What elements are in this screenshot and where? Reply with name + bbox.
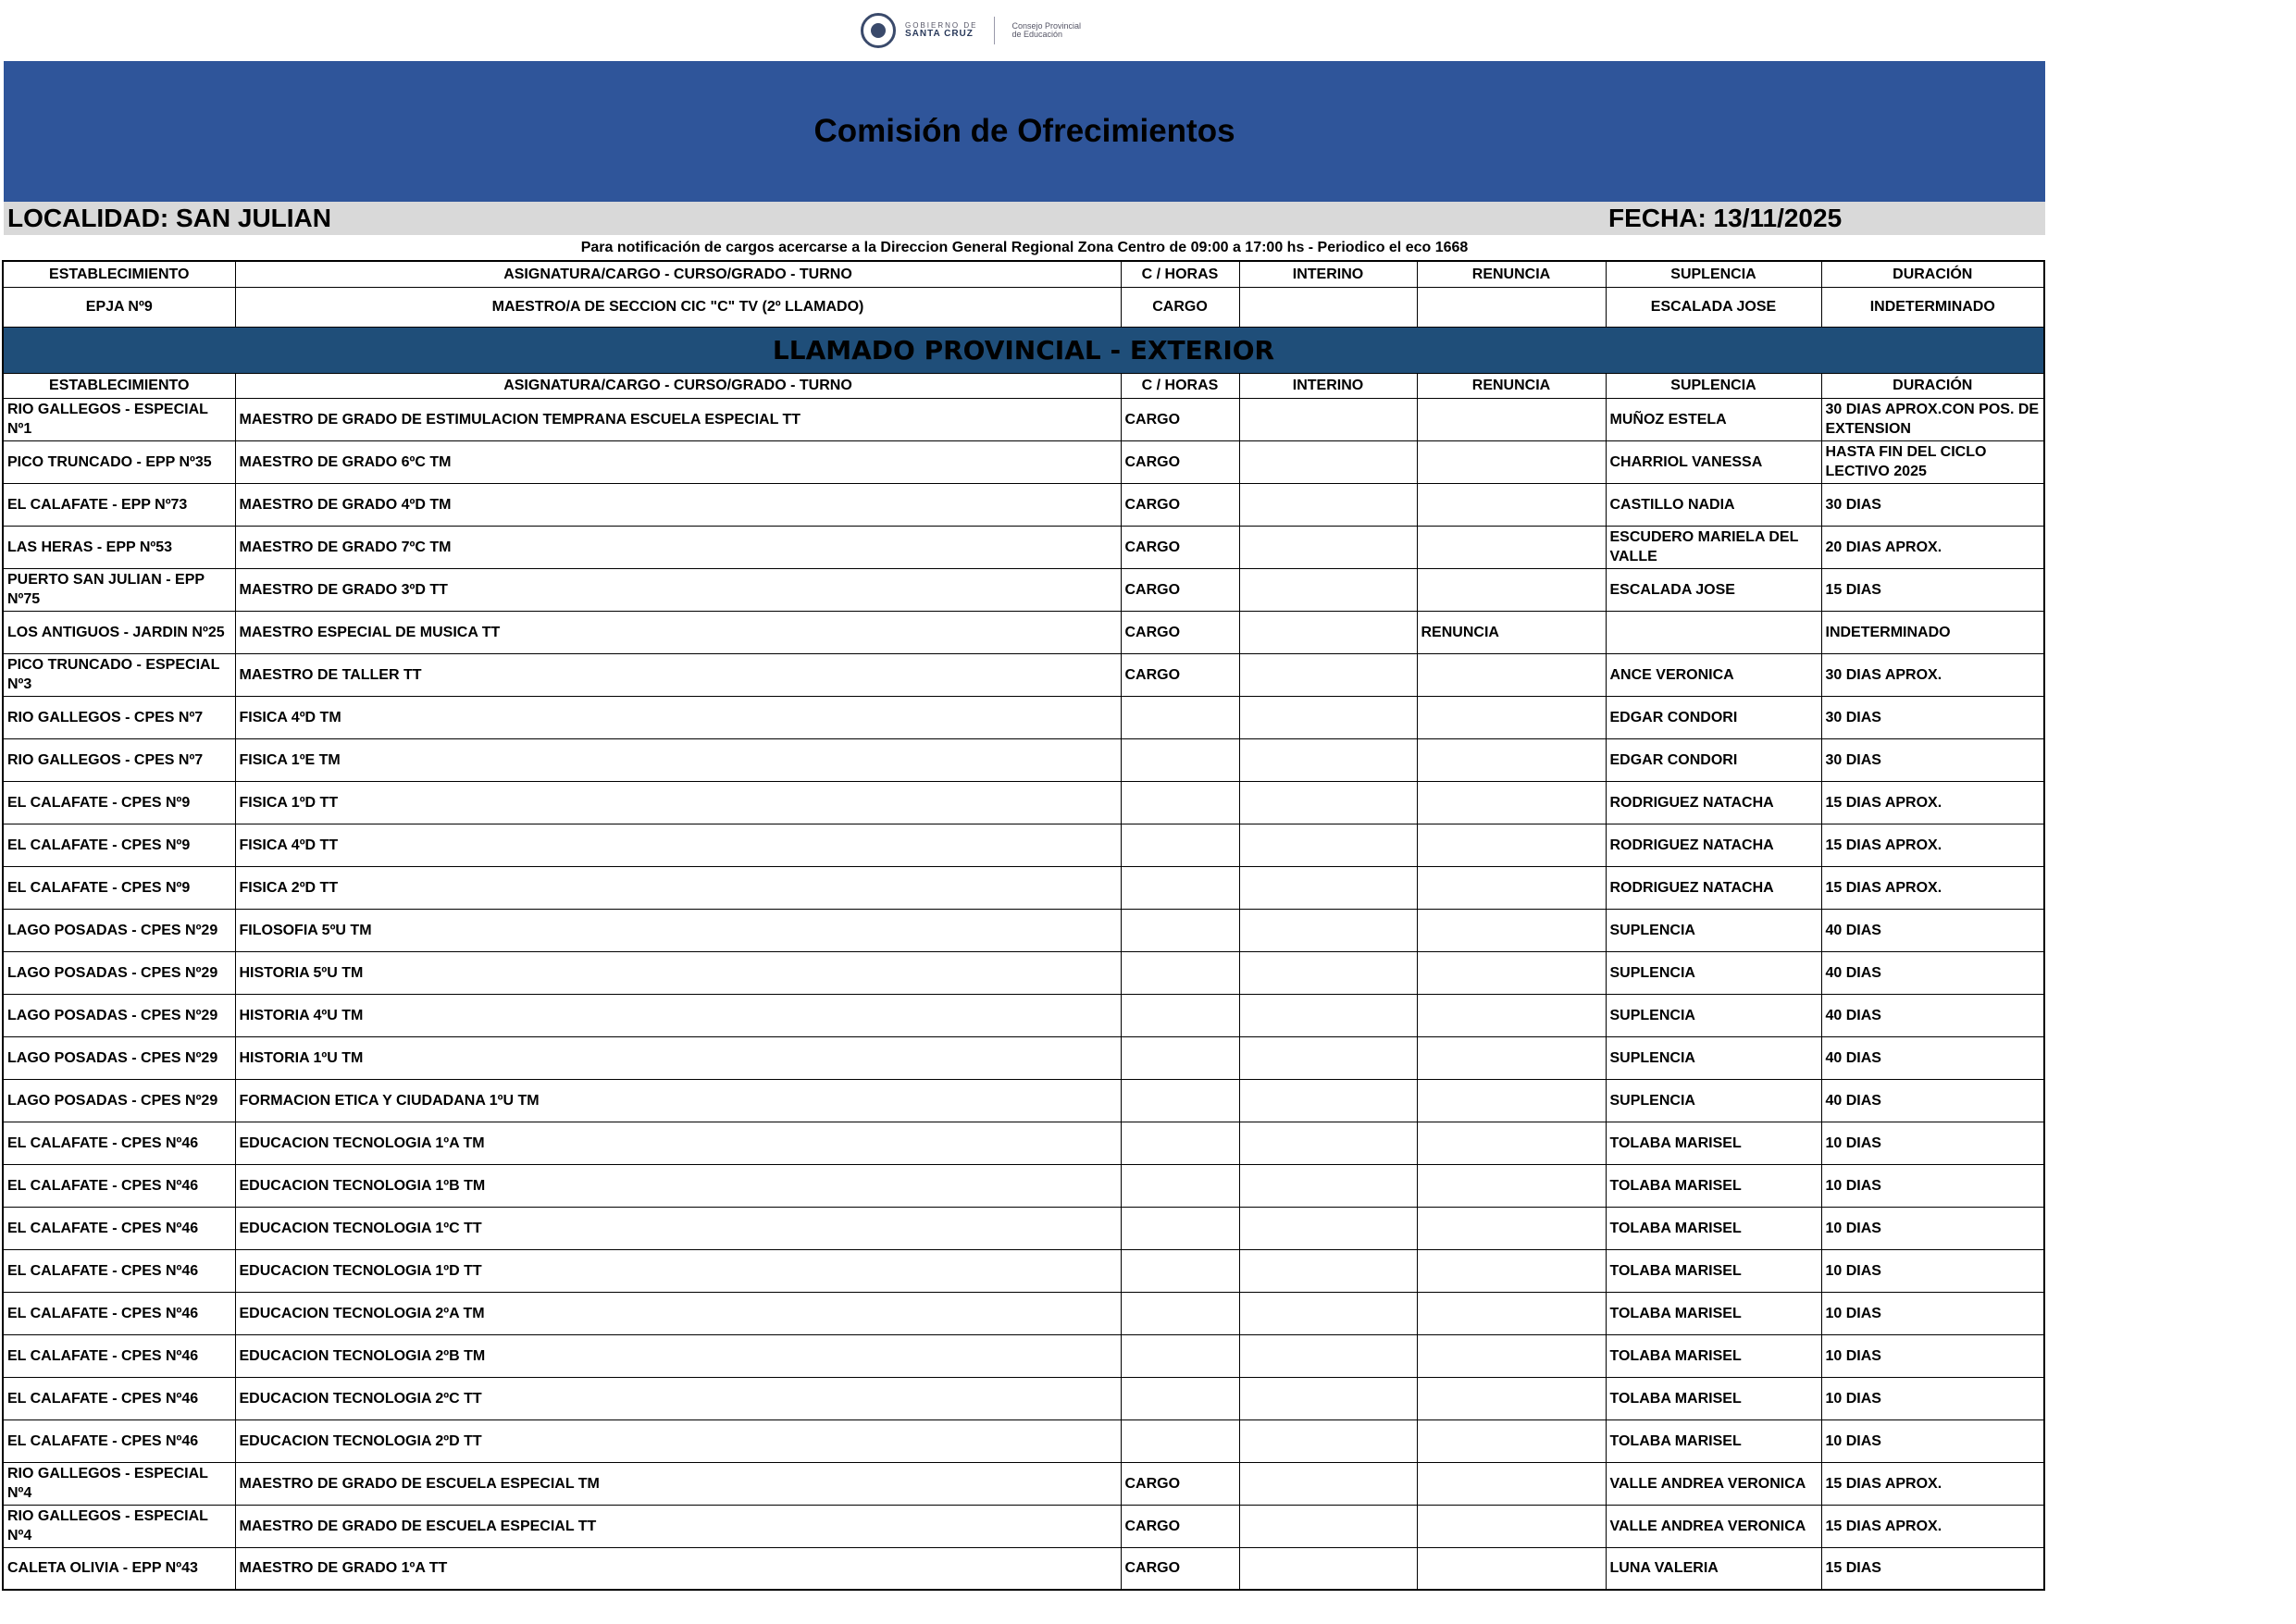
table-row (3, 1164, 2044, 1207)
cell-suplencia: TOLABA MARISEL (1606, 1334, 1821, 1377)
cell-c-horas (1121, 1334, 1239, 1377)
cell-c-horas: CARGO (1121, 440, 1239, 483)
column-header-establecimiento: ESTABLECIMIENTO (3, 261, 235, 287)
gov-logo-line2: SANTA CRUZ (905, 29, 974, 39)
cell-renuncia (1417, 568, 1606, 611)
cell-interino (1239, 866, 1417, 909)
cell-c-horas (1121, 909, 1239, 951)
column-header-establecimiento: ESTABLECIMIENTO (3, 373, 235, 398)
cell-duracion: 10 DIAS (1821, 1292, 2044, 1334)
cell-interino (1239, 1292, 1417, 1334)
cell-suplencia: TOLABA MARISEL (1606, 1122, 1821, 1164)
cell-suplencia: RODRIGUEZ NATACHA (1606, 824, 1821, 866)
cell-establecimiento: EL CALAFATE - CPES Nº46 (3, 1419, 235, 1462)
cell-c-horas (1121, 1164, 1239, 1207)
column-header-interino: INTERINO (1239, 373, 1417, 398)
table-row (3, 1462, 2044, 1505)
cell-interino (1239, 1462, 1417, 1505)
cell-suplencia: RODRIGUEZ NATACHA (1606, 866, 1821, 909)
cell-interino (1239, 653, 1417, 696)
cell-asignatura: MAESTRO DE TALLER TT (235, 653, 1121, 696)
fecha-label: FECHA: 13/11/2025 (1608, 204, 1843, 232)
cell-duracion: 40 DIAS (1821, 1036, 2044, 1079)
cell-c-horas: CARGO (1121, 1462, 1239, 1505)
table-row (3, 398, 2044, 440)
cell-interino (1239, 951, 1417, 994)
cell-c-horas: CARGO (1121, 287, 1239, 327)
provincial-section-title: LLAMADO PROVINCIAL - EXTERIOR (3, 327, 2044, 373)
cell-asignatura: MAESTRO DE GRADO 4ºD TM (235, 483, 1121, 526)
cell-renuncia (1417, 1547, 1606, 1590)
cell-interino (1239, 483, 1417, 526)
table-row (3, 824, 2044, 866)
column-header-duracion: DURACIÓN (1821, 373, 2044, 398)
cell-interino (1239, 398, 1417, 440)
cell-c-horas: CARGO (1121, 526, 1239, 568)
cell-duracion: 30 DIAS (1821, 738, 2044, 781)
cell-asignatura: MAESTRO DE GRADO 7ºC TM (235, 526, 1121, 568)
cell-duracion: 15 DIAS (1821, 1547, 2044, 1590)
cell-establecimiento: EL CALAFATE - CPES Nº46 (3, 1334, 235, 1377)
notification-notice: Para notificación de cargos acercarse a la Direccion General Regional Zona Centro de 09:00 a 17:00 hs - Periodico el eco 1668 (580, 240, 1469, 255)
cell-renuncia (1417, 824, 1606, 866)
cell-renuncia (1417, 526, 1606, 568)
cell-asignatura: EDUCACION TECNOLOGIA 1ºB TM (235, 1164, 1121, 1207)
cell-c-horas: CARGO (1121, 611, 1239, 653)
cell-duracion: INDETERMINADO (1821, 611, 2044, 653)
cell-duracion: 15 DIAS APROX. (1821, 866, 2044, 909)
cell-duracion: 15 DIAS APROX. (1821, 824, 2044, 866)
cell-asignatura: HISTORIA 5ºU TM (235, 951, 1121, 994)
column-header-renuncia: RENUNCIA (1417, 373, 1606, 398)
location-date-bar (4, 202, 2045, 235)
gov-logo-line1: GOBIERNO DE (905, 21, 978, 30)
cell-duracion: 40 DIAS (1821, 1079, 2044, 1122)
table-row (3, 440, 2044, 483)
cell-renuncia (1417, 1419, 1606, 1462)
cell-asignatura: MAESTRO DE GRADO DE ESTIMULACION TEMPRANA ESCUELA ESPECIAL TT (235, 398, 1121, 440)
cell-asignatura: FISICA 1ºE TM (235, 738, 1121, 781)
cell-duracion: 30 DIAS APROX. (1821, 653, 2044, 696)
table-row (3, 1249, 2044, 1292)
cell-duracion: INDETERMINADO (1821, 287, 2044, 327)
cell-duracion: 10 DIAS (1821, 1419, 2044, 1462)
cell-suplencia: CASTILLO NADIA (1606, 483, 1821, 526)
cell-suplencia: TOLABA MARISEL (1606, 1377, 1821, 1419)
cell-establecimiento: LOS ANTIGUOS - JARDIN Nº25 (3, 611, 235, 653)
cell-establecimiento: LAGO POSADAS - CPES Nº29 (3, 1036, 235, 1079)
cell-asignatura: EDUCACION TECNOLOGIA 1ºC TT (235, 1207, 1121, 1249)
cell-establecimiento: EL CALAFATE - CPES Nº46 (3, 1207, 235, 1249)
cell-suplencia: SUPLENCIA (1606, 951, 1821, 994)
cell-interino (1239, 1207, 1417, 1249)
cell-interino (1239, 1122, 1417, 1164)
table-row (3, 1505, 2044, 1547)
cell-interino (1239, 824, 1417, 866)
cell-suplencia: LUNA VALERIA (1606, 1547, 1821, 1590)
cell-establecimiento: RIO GALLEGOS - ESPECIAL Nº4 (3, 1505, 235, 1547)
cell-establecimiento: EL CALAFATE - CPES Nº46 (3, 1292, 235, 1334)
column-header-c-horas: C / HORAS (1121, 261, 1239, 287)
cell-asignatura: MAESTRO DE GRADO DE ESCUELA ESPECIAL TT (235, 1505, 1121, 1547)
cell-suplencia: TOLABA MARISEL (1606, 1164, 1821, 1207)
cell-establecimiento: EL CALAFATE - CPES Nº9 (3, 824, 235, 866)
cell-duracion: 10 DIAS (1821, 1249, 2044, 1292)
cell-renuncia (1417, 909, 1606, 951)
cell-suplencia: ESCALADA JOSE (1606, 568, 1821, 611)
cell-c-horas: CARGO (1121, 483, 1239, 526)
logo-divider (994, 17, 995, 44)
cell-renuncia (1417, 1122, 1606, 1164)
table-row (3, 909, 2044, 951)
cell-duracion: 15 DIAS APROX. (1821, 1462, 2044, 1505)
cell-establecimiento: RIO GALLEGOS - ESPECIAL Nº1 (3, 398, 235, 440)
cell-interino (1239, 568, 1417, 611)
cell-interino (1239, 909, 1417, 951)
cell-renuncia (1417, 994, 1606, 1036)
cell-c-horas (1121, 866, 1239, 909)
cell-duracion: 15 DIAS (1821, 568, 2044, 611)
table-row (3, 1207, 2044, 1249)
cell-asignatura: MAESTRO DE GRADO 3ºD TT (235, 568, 1121, 611)
cell-renuncia (1417, 1505, 1606, 1547)
cell-establecimiento: LAGO POSADAS - CPES Nº29 (3, 1079, 235, 1122)
cpe-logo-line2: de Educación (1011, 30, 1062, 39)
cell-c-horas (1121, 1036, 1239, 1079)
cell-renuncia: RENUNCIA (1417, 611, 1606, 653)
cell-suplencia: ESCUDERO MARIELA DEL VALLE (1606, 526, 1821, 568)
table-row (3, 1292, 2044, 1334)
column-header-c-horas: C / HORAS (1121, 373, 1239, 398)
title-banner (4, 61, 2045, 202)
cell-c-horas: CARGO (1121, 398, 1239, 440)
cell-interino (1239, 1334, 1417, 1377)
cell-c-horas: CARGO (1121, 1547, 1239, 1590)
cell-renuncia (1417, 398, 1606, 440)
table-row (3, 866, 2044, 909)
table-header-row (3, 261, 2044, 287)
cell-duracion: 40 DIAS (1821, 951, 2044, 994)
cell-suplencia: TOLABA MARISEL (1606, 1419, 1821, 1462)
cell-interino (1239, 611, 1417, 653)
cell-renuncia (1417, 1164, 1606, 1207)
cell-asignatura: MAESTRO DE GRADO 1ºA TT (235, 1547, 1121, 1590)
cell-renuncia (1417, 781, 1606, 824)
table-row (3, 1547, 2044, 1590)
cell-suplencia: SUPLENCIA (1606, 1079, 1821, 1122)
cell-duracion: 10 DIAS (1821, 1334, 2044, 1377)
cell-interino (1239, 1505, 1417, 1547)
cell-c-horas (1121, 696, 1239, 738)
cell-renuncia (1417, 738, 1606, 781)
cell-interino (1239, 1164, 1417, 1207)
cell-interino (1239, 994, 1417, 1036)
cell-asignatura: FISICA 1ºD TT (235, 781, 1121, 824)
cell-suplencia: MUÑOZ ESTELA (1606, 398, 1821, 440)
cell-suplencia: VALLE ANDREA VERONICA (1606, 1505, 1821, 1547)
table-row (3, 1377, 2044, 1419)
cell-suplencia: ESCALADA JOSE (1606, 287, 1821, 327)
offers-table-body (3, 261, 2044, 1590)
cpe-logo-line1: Consejo Provincial (1011, 20, 1081, 31)
table-row (3, 1079, 2044, 1122)
cell-c-horas (1121, 1249, 1239, 1292)
cell-c-horas (1121, 781, 1239, 824)
cell-duracion: 10 DIAS (1821, 1122, 2044, 1164)
column-header-suplencia: SUPLENCIA (1606, 261, 1821, 287)
table-row (3, 1036, 2044, 1079)
table-row (3, 611, 2044, 653)
cell-asignatura: HISTORIA 1ºU TM (235, 1036, 1121, 1079)
table-row (3, 483, 2044, 526)
cell-renuncia (1417, 866, 1606, 909)
cell-renuncia (1417, 1207, 1606, 1249)
table-row (3, 951, 2044, 994)
cell-establecimiento: EPJA Nº9 (3, 287, 235, 327)
cell-interino (1239, 696, 1417, 738)
santa-cruz-seal-icon (861, 13, 896, 48)
cell-renuncia (1417, 1079, 1606, 1122)
cell-renuncia (1417, 653, 1606, 696)
cell-establecimiento: PICO TRUNCADO - EPP Nº35 (3, 440, 235, 483)
provincial-section-header (3, 327, 2044, 373)
table-row (3, 696, 2044, 738)
cell-c-horas: CARGO (1121, 653, 1239, 696)
cell-c-horas (1121, 1122, 1239, 1164)
cell-asignatura: EDUCACION TECNOLOGIA 1ºA TM (235, 1122, 1121, 1164)
cell-suplencia: SUPLENCIA (1606, 909, 1821, 951)
header-logo (861, 9, 1081, 52)
cell-duracion: 10 DIAS (1821, 1164, 2044, 1207)
cell-establecimiento: EL CALAFATE - CPES Nº9 (3, 866, 235, 909)
cell-renuncia (1417, 951, 1606, 994)
cell-asignatura: FISICA 4ºD TM (235, 696, 1121, 738)
cell-duracion: 40 DIAS (1821, 994, 2044, 1036)
cell-c-horas (1121, 738, 1239, 781)
cell-renuncia (1417, 696, 1606, 738)
cell-duracion: 30 DIAS (1821, 483, 2044, 526)
cell-asignatura: EDUCACION TECNOLOGIA 1ºD TT (235, 1249, 1121, 1292)
cell-establecimiento: LAGO POSADAS - CPES Nº29 (3, 951, 235, 994)
cell-establecimiento: RIO GALLEGOS - ESPECIAL Nº4 (3, 1462, 235, 1505)
cell-c-horas (1121, 1079, 1239, 1122)
table-row (3, 994, 2044, 1036)
cell-duracion: 10 DIAS (1821, 1207, 2044, 1249)
cell-renuncia (1417, 1462, 1606, 1505)
cell-asignatura: EDUCACION TECNOLOGIA 2ºD TT (235, 1419, 1121, 1462)
cell-renuncia (1417, 440, 1606, 483)
gov-logo-text (905, 22, 977, 39)
cell-c-horas: CARGO (1121, 568, 1239, 611)
cell-suplencia: SUPLENCIA (1606, 994, 1821, 1036)
cell-renuncia (1417, 1249, 1606, 1292)
cell-renuncia (1417, 1036, 1606, 1079)
cell-asignatura: MAESTRO ESPECIAL DE MUSICA TT (235, 611, 1121, 653)
cell-c-horas (1121, 951, 1239, 994)
cell-duracion: 20 DIAS APROX. (1821, 526, 2044, 568)
cell-asignatura: EDUCACION TECNOLOGIA 2ºB TM (235, 1334, 1121, 1377)
cell-suplencia: TOLABA MARISEL (1606, 1249, 1821, 1292)
cell-suplencia: TOLABA MARISEL (1606, 1292, 1821, 1334)
cell-renuncia (1417, 1377, 1606, 1419)
cell-c-horas (1121, 1419, 1239, 1462)
cell-establecimiento: CALETA OLIVIA - EPP Nº43 (3, 1547, 235, 1590)
table-row (3, 526, 2044, 568)
cell-suplencia: ANCE VERONICA (1606, 653, 1821, 696)
page-title: Comisión de Ofrecimientos (813, 113, 1235, 149)
cell-suplencia: VALLE ANDREA VERONICA (1606, 1462, 1821, 1505)
column-header-asignatura: ASIGNATURA/CARGO - CURSO/GRADO - TURNO (235, 261, 1121, 287)
cell-asignatura: FILOSOFIA 5ºU TM (235, 909, 1121, 951)
cell-renuncia (1417, 1334, 1606, 1377)
cell-establecimiento: EL CALAFATE - CPES Nº46 (3, 1249, 235, 1292)
cell-interino (1239, 738, 1417, 781)
table-row (3, 781, 2044, 824)
cell-duracion: 10 DIAS (1821, 1377, 2044, 1419)
cell-establecimiento: EL CALAFATE - CPES Nº46 (3, 1377, 235, 1419)
column-header-suplencia: SUPLENCIA (1606, 373, 1821, 398)
cell-suplencia: SUPLENCIA (1606, 1036, 1821, 1079)
table-row (3, 1419, 2044, 1462)
cell-establecimiento: EL CALAFATE - EPP Nº73 (3, 483, 235, 526)
cell-suplencia: TOLABA MARISEL (1606, 1207, 1821, 1249)
cell-interino (1239, 1036, 1417, 1079)
cell-interino (1239, 526, 1417, 568)
cell-establecimiento: LAGO POSADAS - CPES Nº29 (3, 994, 235, 1036)
cell-duracion: 30 DIAS (1821, 696, 2044, 738)
cell-renuncia (1417, 483, 1606, 526)
cpe-logo-text (1011, 22, 1081, 40)
cell-duracion: 40 DIAS (1821, 909, 2044, 951)
table-row (3, 1122, 2044, 1164)
cell-establecimiento: LAS HERAS - EPP Nº53 (3, 526, 235, 568)
cell-suplencia: RODRIGUEZ NATACHA (1606, 781, 1821, 824)
column-header-renuncia: RENUNCIA (1417, 261, 1606, 287)
cell-establecimiento: EL CALAFATE - CPES Nº46 (3, 1164, 235, 1207)
column-header-asignatura: ASIGNATURA/CARGO - CURSO/GRADO - TURNO (235, 373, 1121, 398)
cell-suplencia (1606, 611, 1821, 653)
table-row (3, 1334, 2044, 1377)
cell-renuncia (1417, 287, 1606, 327)
offers-table (2, 260, 2045, 1591)
cell-interino (1239, 287, 1417, 327)
cell-duracion: 30 DIAS APROX.CON POS. DE EXTENSION (1821, 398, 2044, 440)
cell-interino (1239, 1249, 1417, 1292)
cell-c-horas (1121, 1377, 1239, 1419)
cell-interino (1239, 781, 1417, 824)
cell-c-horas (1121, 824, 1239, 866)
cell-c-horas: CARGO (1121, 1505, 1239, 1547)
cell-interino (1239, 1377, 1417, 1419)
cell-asignatura: MAESTRO DE GRADO DE ESCUELA ESPECIAL TM (235, 1462, 1121, 1505)
table-row (3, 653, 2044, 696)
cell-establecimiento: EL CALAFATE - CPES Nº46 (3, 1122, 235, 1164)
cell-establecimiento: PICO TRUNCADO - ESPECIAL Nº3 (3, 653, 235, 696)
cell-c-horas (1121, 994, 1239, 1036)
column-header-interino: INTERINO (1239, 261, 1417, 287)
cell-duracion: 15 DIAS APROX. (1821, 781, 2044, 824)
cell-asignatura: EDUCACION TECNOLOGIA 2ºC TT (235, 1377, 1121, 1419)
cell-establecimiento: LAGO POSADAS - CPES Nº29 (3, 909, 235, 951)
cell-asignatura: FORMACION ETICA Y CIUDADANA 1ºU TM (235, 1079, 1121, 1122)
table-row (3, 287, 2044, 327)
column-header-duracion: DURACIÓN (1821, 261, 2044, 287)
cell-duracion: 15 DIAS APROX. (1821, 1505, 2044, 1547)
table-row (3, 738, 2044, 781)
cell-establecimiento: RIO GALLEGOS - CPES Nº7 (3, 696, 235, 738)
cell-asignatura: FISICA 2ºD TT (235, 866, 1121, 909)
cell-establecimiento: RIO GALLEGOS - CPES Nº7 (3, 738, 235, 781)
cell-interino (1239, 440, 1417, 483)
cell-c-horas (1121, 1207, 1239, 1249)
cell-duracion: HASTA FIN DEL CICLO LECTIVO 2025 (1821, 440, 2044, 483)
table-row (3, 568, 2044, 611)
cell-c-horas (1121, 1292, 1239, 1334)
cell-asignatura: HISTORIA 4ºU TM (235, 994, 1121, 1036)
cell-renuncia (1417, 1292, 1606, 1334)
provincial-table-header-row (3, 373, 2044, 398)
cell-establecimiento: PUERTO SAN JULIAN - EPP Nº75 (3, 568, 235, 611)
cell-asignatura: FISICA 4ºD TT (235, 824, 1121, 866)
cell-asignatura: MAESTRO DE GRADO 6ºC TM (235, 440, 1121, 483)
cell-suplencia: EDGAR CONDORI (1606, 696, 1821, 738)
cell-interino (1239, 1547, 1417, 1590)
cell-asignatura: MAESTRO/A DE SECCION CIC "C" TV (2º LLAMADO) (235, 287, 1121, 327)
cell-interino (1239, 1079, 1417, 1122)
cell-asignatura: EDUCACION TECNOLOGIA 2ºA TM (235, 1292, 1121, 1334)
cell-interino (1239, 1419, 1417, 1462)
localidad-label: LOCALIDAD: SAN JULIAN (7, 204, 331, 232)
cell-establecimiento: EL CALAFATE - CPES Nº9 (3, 781, 235, 824)
cell-suplencia: EDGAR CONDORI (1606, 738, 1821, 781)
cell-suplencia: CHARRIOL VANESSA (1606, 440, 1821, 483)
